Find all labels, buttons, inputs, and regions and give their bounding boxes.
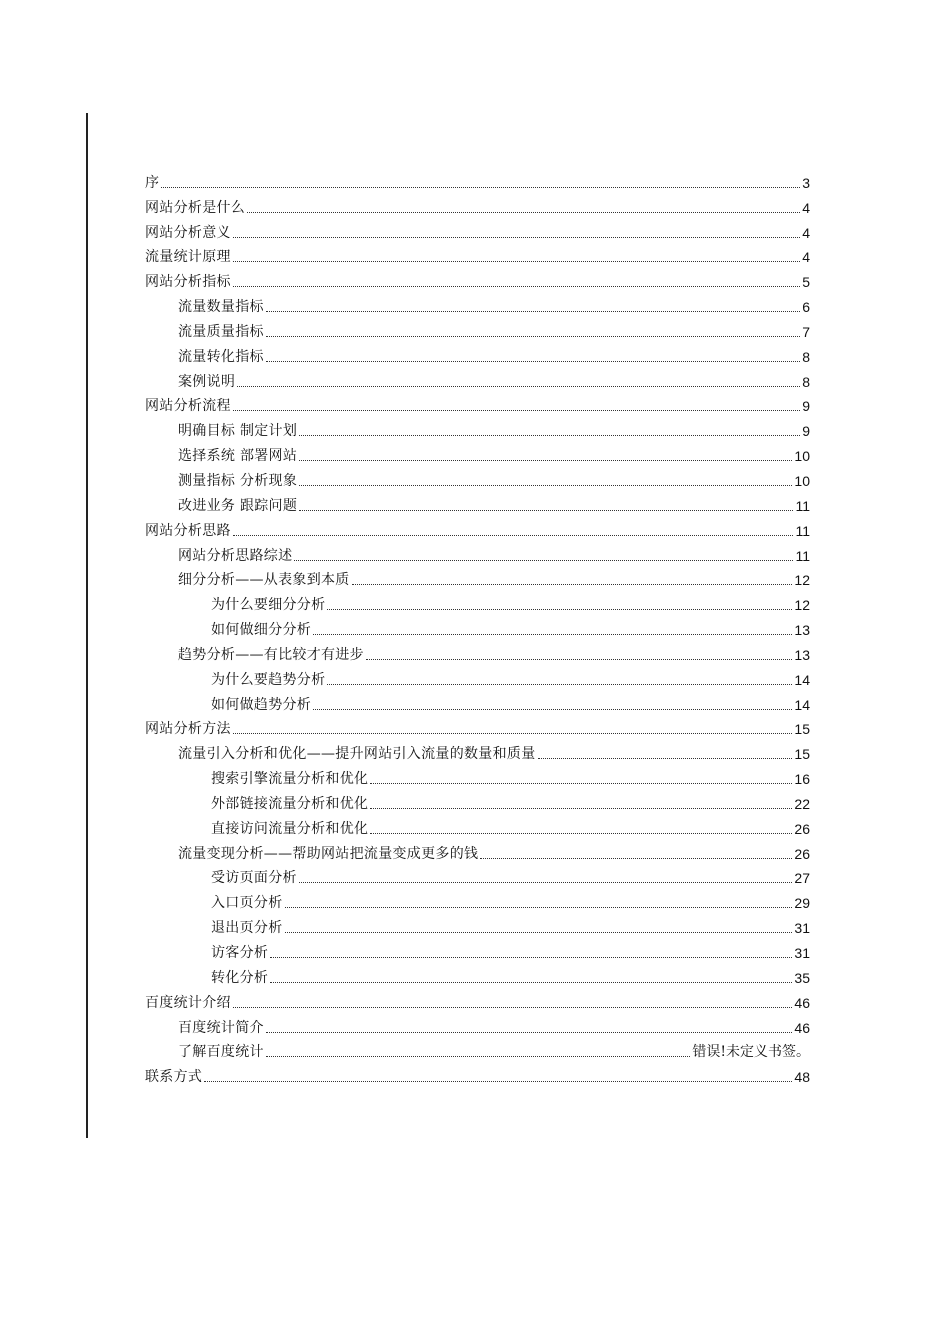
toc-entry-title: 访客分析 — [211, 945, 269, 961]
toc-entry[interactable] — [145, 912, 810, 937]
toc-dot-leader — [299, 460, 792, 461]
toc-dot-leader — [327, 609, 792, 610]
toc-entry-page-number: 26 — [794, 820, 810, 837]
page-margin-line — [86, 113, 88, 1138]
toc-dot-leader — [285, 932, 793, 933]
toc-entry-page-number: 12 — [794, 597, 810, 614]
toc-entry-page-number: 3 — [802, 174, 810, 191]
toc-entry[interactable] — [145, 1037, 810, 1062]
toc-entry-title: 选择系统 部署网站 — [178, 448, 298, 465]
toc-dot-leader — [352, 584, 793, 585]
toc-dot-leader — [299, 485, 792, 486]
toc-entry[interactable] — [145, 813, 810, 838]
toc-entry[interactable] — [145, 714, 810, 739]
toc-entry[interactable] — [145, 937, 810, 962]
toc-entry-title: 联系方式 — [145, 1069, 203, 1086]
toc-entry-page-number: 11 — [795, 547, 810, 564]
toc-entry-page-number: 9 — [802, 398, 810, 415]
toc-entry-title: 流量转化指标 — [178, 348, 264, 365]
toc-entry[interactable] — [145, 689, 810, 714]
toc-dot-leader — [538, 758, 793, 759]
toc-entry[interactable] — [145, 589, 810, 614]
toc-entry-title: 网站分析指标 — [145, 274, 231, 291]
toc-entry-page-number: 14 — [794, 696, 810, 713]
toc-entry-title: 受访页面分析 — [211, 870, 297, 887]
toc-dot-leader — [285, 907, 793, 908]
toc-dot-leader — [204, 1081, 792, 1082]
toc-entry[interactable] — [145, 565, 810, 590]
toc-entry-page-number: 15 — [794, 721, 810, 738]
toc-entry-page-number: 13 — [794, 622, 810, 639]
toc-entry-title: 百度统计介绍 — [145, 994, 231, 1011]
toc-entry-page-number: 27 — [794, 870, 810, 887]
toc-entry[interactable] — [145, 391, 810, 416]
toc-entry-page-number: 8 — [802, 348, 810, 365]
toc-entry[interactable] — [145, 490, 810, 515]
toc-entry-title: 为什么要趋势分析 — [211, 671, 326, 688]
toc-entry[interactable] — [145, 1012, 810, 1037]
toc-entry-title: 流量数量指标 — [178, 299, 264, 316]
toc-entry[interactable] — [145, 341, 810, 366]
toc-entry-title: 改进业务 跟踪问题 — [178, 497, 298, 514]
toc-dot-leader — [266, 311, 800, 312]
toc-dot-leader — [233, 535, 794, 536]
toc-dot-leader — [370, 783, 792, 784]
toc-entry-page-number: 11 — [795, 497, 810, 514]
toc-entry-page-number: 10 — [794, 472, 810, 489]
toc-entry[interactable] — [145, 291, 810, 316]
toc-entry-page-number: 8 — [802, 373, 810, 390]
toc-entry-page-number: 29 — [794, 895, 810, 912]
toc-dot-leader — [247, 212, 800, 213]
toc-entry-page-number: 11 — [795, 522, 810, 539]
toc-entry-title: 直接访问流量分析和优化 — [211, 820, 369, 837]
toc-entry[interactable] — [145, 639, 810, 664]
toc-entry[interactable] — [145, 540, 810, 565]
toc-entry-title: 流量变现分析——帮助网站把流量变成更多的钱 — [178, 845, 479, 862]
toc-entry[interactable] — [145, 1061, 810, 1086]
toc-entry-title: 流量统计原理 — [145, 249, 231, 266]
toc-entry-page-number: 9 — [802, 423, 810, 440]
toc-entry[interactable] — [145, 440, 810, 465]
toc-entry[interactable] — [145, 738, 810, 763]
toc-dot-leader — [313, 709, 792, 710]
toc-entry[interactable] — [145, 192, 810, 217]
toc-entry[interactable] — [145, 266, 810, 291]
toc-entry[interactable] — [145, 838, 810, 863]
toc-entry-title: 如何做趋势分析 — [211, 696, 312, 713]
toc-entry-page-number: 46 — [794, 1019, 810, 1036]
toc-entry-page-number: 4 — [802, 199, 810, 216]
toc-dot-leader — [233, 1007, 793, 1008]
toc-dot-leader — [266, 361, 800, 362]
toc-entry-title: 流量质量指标 — [178, 323, 264, 340]
toc-entry-title: 测量指标 分析现象 — [178, 472, 298, 489]
toc-entry-title: 流量引入分析和优化——提升网站引入流量的数量和质量 — [178, 746, 536, 763]
toc-entry-title: 趋势分析——有比较才有进步 — [178, 646, 364, 663]
toc-entry-page-number: 5 — [802, 274, 810, 291]
toc-entry[interactable] — [145, 217, 810, 242]
toc-entry[interactable] — [145, 664, 810, 689]
toc-entry-page-number: 14 — [794, 671, 810, 688]
toc-entry-title: 序 — [145, 174, 160, 191]
toc-entry[interactable] — [145, 763, 810, 788]
toc-dot-leader — [327, 684, 792, 685]
toc-dot-leader — [366, 659, 793, 660]
toc-entry[interactable] — [145, 242, 810, 267]
toc-entry-page-number: 6 — [802, 299, 810, 316]
toc-dot-leader — [270, 957, 792, 958]
toc-entry-title: 细分分析——从表象到本质 — [178, 572, 350, 589]
toc-entry-title: 网站分析思路 — [145, 522, 231, 539]
toc-entry-title: 退出页分析 — [211, 920, 283, 937]
toc-dot-leader — [233, 286, 800, 287]
toc-dot-leader — [299, 882, 793, 883]
toc-entry[interactable] — [145, 887, 810, 912]
toc-dot-leader — [480, 858, 792, 859]
toc-dot-leader — [161, 187, 800, 188]
toc-entry-page-number: 13 — [794, 646, 810, 663]
toc-entry-page-number: 35 — [794, 969, 810, 986]
toc-dot-leader — [313, 634, 792, 635]
toc-dot-leader — [294, 560, 793, 561]
toc-entry-page-number: 46 — [794, 994, 810, 1011]
toc-entry-title: 网站分析思路综述 — [178, 547, 293, 564]
toc-entry[interactable] — [145, 515, 810, 540]
table-of-contents — [145, 167, 810, 1086]
toc-entry-title: 网站分析流程 — [145, 398, 231, 415]
toc-entry-page-number: 4 — [802, 224, 810, 241]
toc-dot-leader — [266, 1056, 691, 1057]
toc-entry-page-number: 10 — [794, 448, 810, 465]
toc-entry-title: 网站分析方法 — [145, 721, 231, 738]
toc-entry-title: 了解百度统计 — [178, 1044, 264, 1061]
toc-dot-leader — [233, 410, 800, 411]
toc-entry-page-number: 31 — [794, 945, 810, 961]
toc-entry[interactable] — [145, 465, 810, 490]
toc-entry-page-number: 16 — [794, 771, 810, 788]
toc-entry[interactable] — [145, 415, 810, 440]
toc-entry-title: 外部链接流量分析和优化 — [211, 795, 369, 812]
toc-entry-page-number: 26 — [794, 845, 810, 862]
toc-entry-page-number: 12 — [794, 572, 810, 589]
toc-entry[interactable] — [145, 962, 810, 987]
toc-entry-title: 网站分析是什么 — [145, 199, 246, 216]
toc-entry-page-number: 31 — [794, 920, 810, 937]
toc-entry[interactable] — [145, 863, 810, 888]
toc-dot-leader — [233, 261, 800, 262]
toc-dot-leader — [233, 237, 800, 238]
toc-entry-page-number: 4 — [802, 249, 810, 266]
toc-entry-page-number: 7 — [802, 323, 810, 340]
toc-entry-title: 搜索引擎流量分析和优化 — [211, 771, 369, 788]
toc-entry-title: 网站分析意义 — [145, 224, 231, 241]
toc-entry-title: 如何做细分分析 — [211, 622, 312, 639]
toc-entry-title: 百度统计简介 — [178, 1019, 264, 1036]
toc-entry-title: 入口页分析 — [211, 895, 283, 912]
toc-dot-leader — [266, 1032, 793, 1033]
toc-dot-leader — [299, 435, 800, 436]
toc-dot-leader — [370, 833, 792, 834]
toc-entry[interactable] — [145, 788, 810, 813]
toc-dot-leader — [299, 510, 793, 511]
toc-dot-leader — [266, 336, 800, 337]
toc-entry-page-number: 48 — [794, 1069, 810, 1086]
toc-entry[interactable] — [145, 167, 810, 192]
toc-dot-leader — [370, 808, 792, 809]
toc-dot-leader — [233, 733, 793, 734]
toc-entry-title: 转化分析 — [211, 969, 269, 986]
toc-entry[interactable] — [145, 366, 810, 391]
toc-entry-title: 明确目标 制定计划 — [178, 423, 298, 440]
toc-entry-title: 为什么要细分分析 — [211, 597, 326, 614]
toc-entry-title: 案例说明 — [178, 373, 236, 390]
toc-entry-page-number: 15 — [794, 746, 810, 763]
toc-entry-page-number: 22 — [794, 795, 810, 812]
toc-entry[interactable] — [145, 614, 810, 639]
toc-dot-leader — [237, 386, 800, 387]
toc-entry[interactable] — [145, 316, 810, 341]
toc-dot-leader — [270, 982, 792, 983]
toc-entry[interactable] — [145, 987, 810, 1012]
toc-entry-page-number: 错误!未定义书签。 — [692, 1044, 810, 1061]
